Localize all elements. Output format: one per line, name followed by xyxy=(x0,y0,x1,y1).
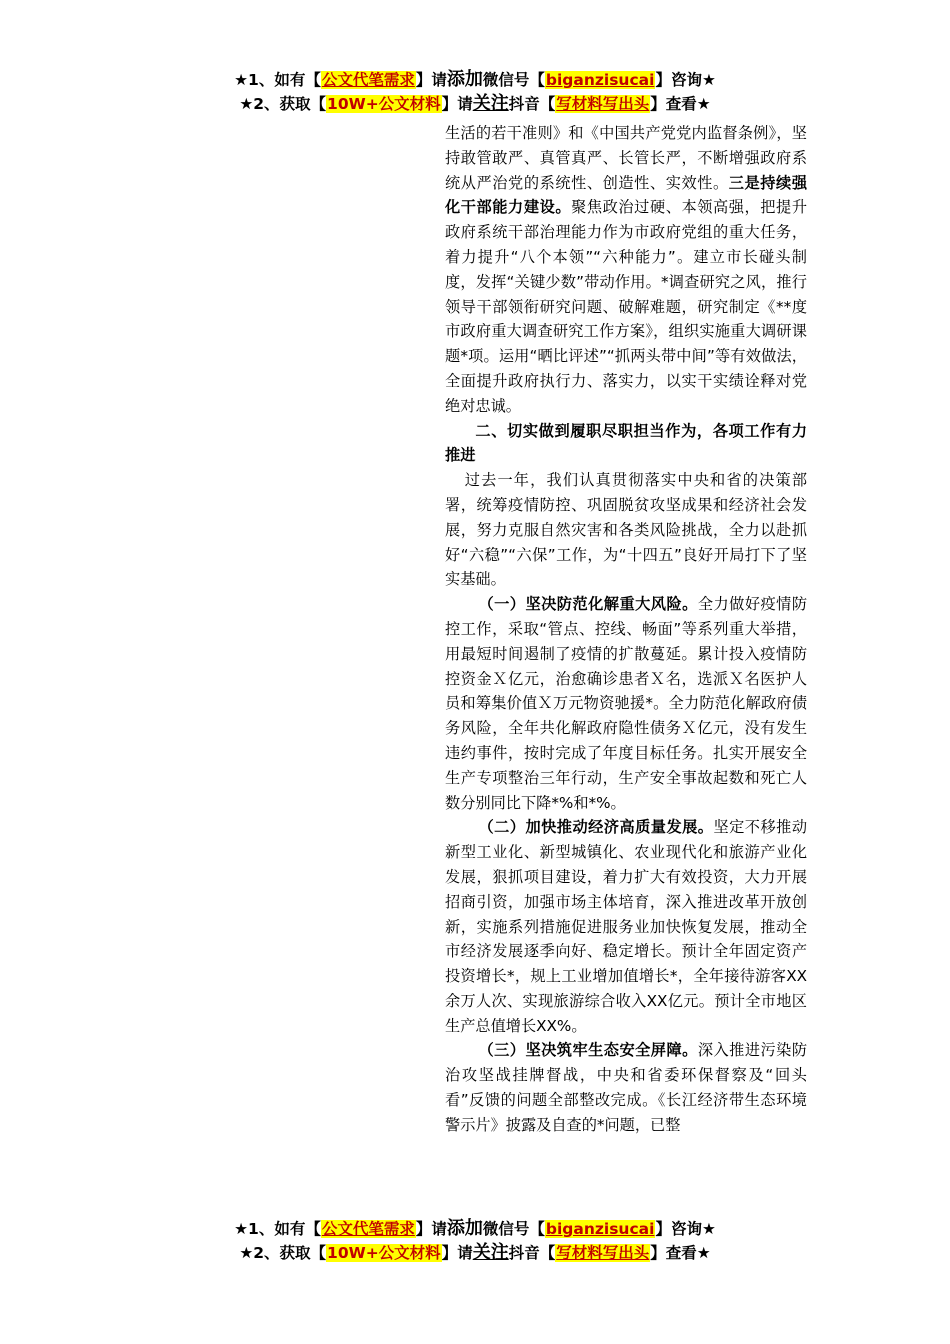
paragraph xyxy=(445,121,807,419)
promo-text: 】请 xyxy=(415,1220,447,1238)
promo-highlight: 公文代笔需求 xyxy=(321,1220,415,1238)
header-promo-banner xyxy=(0,68,950,116)
section-heading: 二、切实做到履职尽职担当作为，各项工作有力推进 xyxy=(445,421,807,465)
promo-emphasis: 添加 xyxy=(446,1218,483,1239)
paragraph xyxy=(445,815,807,1038)
promo-emphasis: 关注 xyxy=(472,93,509,114)
subsection-heading: （二）加快推动经济高质量发展。 xyxy=(478,818,714,837)
promo-text: 抖音【 xyxy=(508,1244,556,1262)
wechat-id-highlight: biganzisucai xyxy=(545,1220,655,1238)
promo-text: 】查看★ xyxy=(650,95,711,113)
promo-line-1 xyxy=(0,1217,950,1241)
promo-text: 】咨询★ xyxy=(655,1220,716,1238)
promo-text: 微信号【 xyxy=(482,71,545,89)
footer-promo-banner xyxy=(0,1217,950,1265)
wechat-id-highlight: biganzisucai xyxy=(545,71,655,89)
paragraph-text: 聚焦政治过硬、本领高强，把提升政府系统干部治理能力作为市政府党组的重大任务，着力提升“八个本领”“六种能力”。建立市长碰头制度，发挥“关键少数”带动作用。*调查研究之风，推行领导干部领衔研究问题、破解难题，研究制定《**度市政府重大调查研究工作方案》，组织实施重大调研课题*项。运用“晒比评述”“抓两头带中间”等有效做法，全面提升政府执行力、落实力，以实干实绩诠释对党绝对忠诚。 xyxy=(445,198,808,415)
promo-line-2 xyxy=(0,92,950,116)
promo-emphasis: 关注 xyxy=(472,1242,509,1263)
subsection-heading: （一）坚决防范化解重大风险。 xyxy=(478,595,698,614)
paragraph xyxy=(445,592,807,815)
promo-text: 抖音【 xyxy=(508,95,556,113)
promo-text: ★1、如有【 xyxy=(234,71,321,89)
promo-emphasis: 添加 xyxy=(446,69,483,90)
promo-text: 微信号【 xyxy=(482,1220,545,1238)
promo-line-2 xyxy=(0,1241,950,1265)
promo-text: 】请 xyxy=(441,1244,473,1262)
promo-highlight: 10W+公文材料 xyxy=(327,95,441,113)
paragraph-lead-bold: 三是持续强化干部能力建设。 xyxy=(445,173,808,217)
promo-text: ★1、如有【 xyxy=(234,1220,321,1238)
promo-text: 】请 xyxy=(415,71,447,89)
subsection-heading: （三）坚决筑牢生态安全屏障。 xyxy=(478,1041,698,1060)
paragraph xyxy=(445,1038,807,1137)
douyin-id-highlight: 写材料写出头 xyxy=(556,95,650,113)
paragraph-text: 坚定不移推动新型工业化、新型城镇化、农业现代化和旅游产业化发展，狠抓项目建设，着力扩大有效投资，大力开展招商引资，加强市场主体培育，深入推进改革开放创新，实施系列措施促进服务业加快恢复发展，推动全市经济发展逐季向好、稳定增长。预计全年固定资产投资增长*，规上工业增加值增长*，全年接待游客XX余万人次、实现旅游综合收入XX亿元。预计全市地区生产总值增长XX%。 xyxy=(445,818,808,1035)
promo-text: 】咨询★ xyxy=(655,71,716,89)
promo-text: ★2、获取【 xyxy=(239,95,327,113)
promo-text: 】请 xyxy=(441,95,473,113)
douyin-id-highlight: 写材料写出头 xyxy=(556,1244,650,1262)
document-body xyxy=(445,121,807,1138)
paragraph-text: 生活的若干准则》和《中国共产党党内监督条例》，坚持敢管敢严、真管真严、长管长严，不断增强政府系统从严治党的系统性、创造性、实效性。 xyxy=(445,124,807,192)
paragraph-text: 全力做好疫情防控工作，采取“管点、控线、畅面”等系列重大举措，用最短时间遏制了疫情的扩散蔓延。累计投入疫情防控资金Ｘ亿元，治愈确诊患者Ｘ名，选派Ｘ名医护人员和筹集价值Ｘ万元物资驰援*。全力防范化解政府债务风险，全年共化解政府隐性债务Ｘ亿元，没有发生违约事件，按时完成了年度目标任务。扎实开展安全生产专项整治三年行动，生产安全事故起数和死亡人数分别同比下降*%和*%。 xyxy=(445,595,808,812)
paragraph-text: 深入推进污染防治攻坚战挂牌督战，中央和省委环保督察及“回头看”反馈的问题全部整改完成。《长江经济带生态环境警示片》披露及自查的*问题，已整 xyxy=(445,1041,808,1134)
promo-text: 】查看★ xyxy=(650,1244,711,1262)
promo-highlight: 10W+公文材料 xyxy=(327,1244,441,1262)
promo-text: ★2、获取【 xyxy=(239,1244,327,1262)
promo-highlight: 公文代笔需求 xyxy=(321,71,415,89)
paragraph: 过去一年，我们认真贯彻落实中央和省的决策部署，统筹疫情防控、巩固脱贫攻坚成果和经济社会发展，努力克服自然灾害和各类风险挑战，全力以赴抓好“六稳”“六保”工作，为“十四五”良好开局打下了坚实基础。 xyxy=(445,471,807,589)
promo-line-1 xyxy=(0,68,950,92)
